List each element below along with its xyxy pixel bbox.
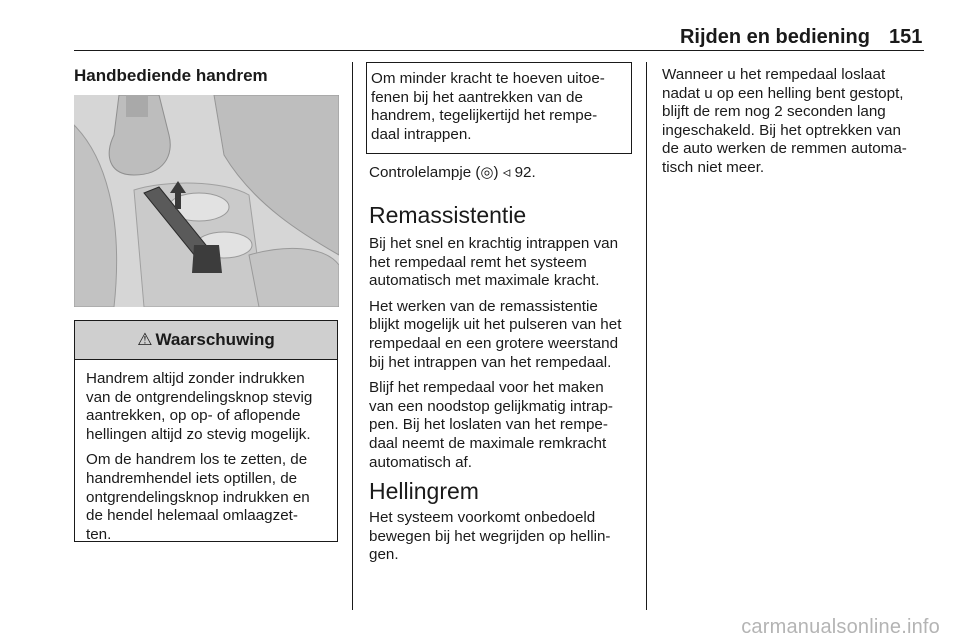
paragraph-remassistentie-2 [369,298,639,372]
text-line: Wanneer u het rempedaal loslaat [662,66,886,83]
paragraph-hillhold-release [662,66,932,178]
warning-header [75,321,337,360]
header-rule [74,50,924,51]
text-line: Bij het snel en krachtig intrappen van [369,235,619,252]
text-line: de hendel helemaal omlaagzet- [86,507,298,525]
text-line: Het systeem voorkomt onbedoeld [369,509,596,526]
text-line: blijft de rem nog 2 seconden lang [662,103,886,121]
handbrake-illustration [74,95,339,307]
note-paragraph [371,70,631,144]
text-line: aantrekken, op op- of aflopende [86,407,301,425]
warning-paragraph-2 [86,451,337,544]
text-line: ontgrendelingsknop indrukken en [86,488,310,506]
text-line: bij het intrappen van het rempedaal. [369,353,612,371]
paragraph-hellingrem [369,509,639,565]
section-heading-handbrake: Handbediende handrem [74,66,268,85]
lamp-page-ref: 92. [514,164,536,181]
text-line: automatisch af. [369,453,472,471]
body-block-1 [369,235,639,479]
text-line: Blijf het rempedaal voor het maken [369,379,604,397]
text-line: hellingen altijd zo stevig mogelijk. [86,425,311,443]
text-line: daal neemt de maximale remkracht [369,434,607,452]
heading-remassistentie: Remassistentie [369,202,527,228]
text-line: Om de handrem los te zetten, de [86,451,308,469]
text-line: daal intrappen. [371,125,472,143]
paragraph-remassistentie-3 [369,379,639,472]
warning-box [74,320,338,542]
text-line: van de ontgrendelingsknop stevig [86,388,313,406]
warning-body [75,360,337,544]
text-line: ingeschakeld. Bij het optrekken van [662,121,901,139]
text-line: tisch niet meer. [662,158,765,176]
text-line: nadat u op een helling bent gestopt, [662,84,904,102]
warning-title: Waarschuwing [155,330,275,349]
text-line: fenen bij het aantrekken van de [371,88,583,106]
lamp-reference-line [369,164,639,183]
body-block-3 [662,66,932,185]
column-divider-1 [352,62,353,610]
text-line: pen. Bij het loslaten van het rempe- [369,416,608,434]
warning-paragraph-1 [86,370,337,444]
text-line: handrem, tegelijkertijd het rempe- [371,107,598,125]
text-line: Handrem altijd zonder indrukken [86,370,305,387]
note-box [366,62,632,154]
column-divider-2 [646,62,647,610]
text-line: rempedaal en een grotere weerstand [369,334,619,352]
text-line: gen. [369,546,399,564]
text-line: handremhendel iets optillen, de [86,469,298,487]
lamp-reference [369,164,639,183]
text-line: het rempedaal remt het systeem [369,253,587,271]
text-line: Het werken van de remassistentie [369,297,598,315]
body-block-2 [369,509,639,572]
paragraph-remassistentie-1 [369,235,639,291]
text-line: bewegen bij het wegrijden op hellin- [369,527,611,545]
heading-hellingrem: Hellingrem [369,478,479,504]
warning-triangle-icon: ⚠ [137,330,153,349]
text-line: de auto werken de remmen automa- [662,140,907,158]
watermark: carmanualsonline.info [741,616,940,638]
text-line: ten. [86,525,112,543]
text-line: blijkt mogelijk uit het pulseren van het [369,316,622,334]
page-ref-arrow-icon: ◃ [502,164,511,181]
brake-warning-lamp-icon: (◎) [475,164,499,181]
page-number: 151 [889,26,923,48]
text-line: automatisch met maximale kracht. [369,272,600,290]
running-header: Rijden en bediening [679,26,870,48]
text-line: Om minder kracht te hoeven uitoe- [371,70,605,87]
lamp-label: Controlelampje [369,164,472,181]
text-line: van een noodstop gelijkmatig intrap- [369,397,613,415]
